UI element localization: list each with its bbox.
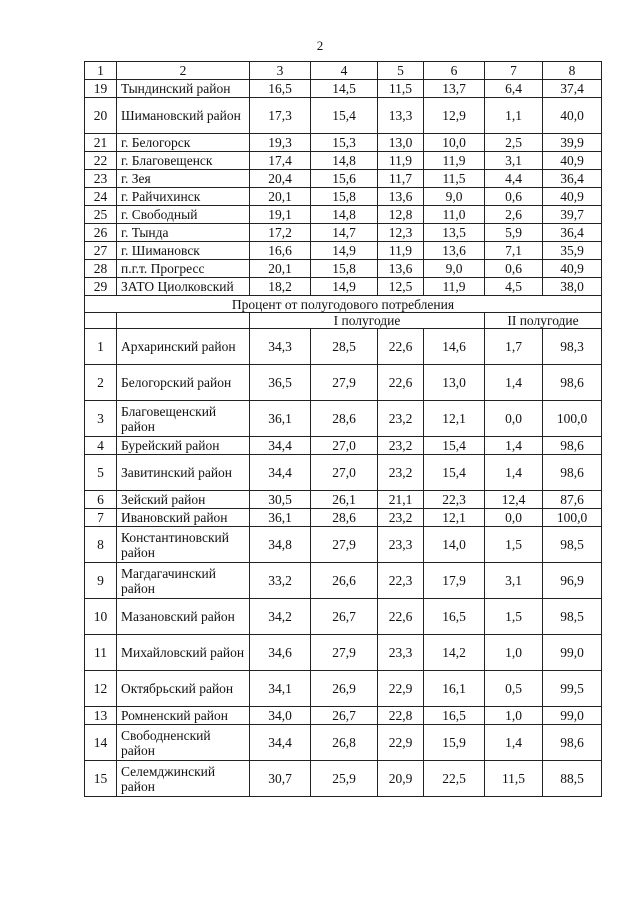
value-cell: 17,4 xyxy=(250,152,311,170)
value-cell: 11,9 xyxy=(424,278,485,296)
half1-label: I полугодие xyxy=(250,313,485,329)
value-cell: 17,9 xyxy=(424,563,485,599)
value-cell: 23,2 xyxy=(378,401,424,437)
table-row xyxy=(85,401,602,437)
value-cell: 22,5 xyxy=(424,761,485,797)
table-row xyxy=(85,224,602,242)
table-row xyxy=(85,761,602,797)
district-name-cell: Зейский район xyxy=(117,491,250,509)
table-row xyxy=(85,206,602,224)
value-cell: 21,1 xyxy=(378,491,424,509)
district-name-cell: Свободненский район xyxy=(117,725,250,761)
value-cell: 34,6 xyxy=(250,635,311,671)
row-number-cell: 21 xyxy=(85,134,117,152)
value-cell: 11,5 xyxy=(378,80,424,98)
value-cell: 1,1 xyxy=(485,98,543,134)
value-cell: 40,9 xyxy=(543,260,602,278)
district-name-cell: г. Белогорск xyxy=(117,134,250,152)
value-cell: 23,3 xyxy=(378,635,424,671)
value-cell: 15,4 xyxy=(311,98,378,134)
section-title: Процент от полугодового потребления xyxy=(85,296,602,313)
value-cell: 27,0 xyxy=(311,437,378,455)
value-cell: 0,6 xyxy=(485,260,543,278)
header-cell: 7 xyxy=(485,62,543,80)
row-number-cell: 23 xyxy=(85,170,117,188)
value-cell: 0,0 xyxy=(485,401,543,437)
value-cell: 27,9 xyxy=(311,635,378,671)
district-name-cell: г. Свободный xyxy=(117,206,250,224)
value-cell: 26,8 xyxy=(311,725,378,761)
value-cell: 7,1 xyxy=(485,242,543,260)
row-number-cell: 7 xyxy=(85,509,117,527)
value-cell: 27,9 xyxy=(311,365,378,401)
value-cell: 11,9 xyxy=(424,152,485,170)
header-cell: 5 xyxy=(378,62,424,80)
value-cell: 12,4 xyxy=(485,491,543,509)
row-number-cell: 27 xyxy=(85,242,117,260)
value-cell: 98,6 xyxy=(543,725,602,761)
value-cell: 33,2 xyxy=(250,563,311,599)
value-cell: 34,4 xyxy=(250,455,311,491)
value-cell: 13,0 xyxy=(378,134,424,152)
district-name-cell: Шимановский район xyxy=(117,98,250,134)
district-name-cell: Магдагачинский район xyxy=(117,563,250,599)
value-cell: 3,1 xyxy=(485,563,543,599)
value-cell: 11,5 xyxy=(424,170,485,188)
value-cell: 26,9 xyxy=(311,671,378,707)
value-cell: 23,3 xyxy=(378,527,424,563)
district-name-cell: г. Тында xyxy=(117,224,250,242)
table-row xyxy=(85,134,602,152)
value-cell: 28,6 xyxy=(311,401,378,437)
value-cell: 36,4 xyxy=(543,170,602,188)
value-cell: 2,6 xyxy=(485,206,543,224)
row-number-cell: 22 xyxy=(85,152,117,170)
row-number-cell: 19 xyxy=(85,80,117,98)
empty-cell xyxy=(117,313,250,329)
district-name-cell: Михайловский район xyxy=(117,635,250,671)
value-cell: 0,6 xyxy=(485,188,543,206)
value-cell: 26,7 xyxy=(311,707,378,725)
section-title-row xyxy=(85,296,602,313)
value-cell: 9,0 xyxy=(424,260,485,278)
value-cell: 14,8 xyxy=(311,152,378,170)
row-number-cell: 9 xyxy=(85,563,117,599)
value-cell: 13,5 xyxy=(424,224,485,242)
value-cell: 16,6 xyxy=(250,242,311,260)
value-cell: 14,9 xyxy=(311,278,378,296)
value-cell: 1,5 xyxy=(485,599,543,635)
row-number-cell: 5 xyxy=(85,455,117,491)
row-number-cell: 4 xyxy=(85,437,117,455)
value-cell: 34,2 xyxy=(250,599,311,635)
district-name-cell: Белогорский район xyxy=(117,365,250,401)
table-row xyxy=(85,80,602,98)
value-cell: 0,5 xyxy=(485,671,543,707)
table-row xyxy=(85,188,602,206)
value-cell: 1,0 xyxy=(485,707,543,725)
value-cell: 11,5 xyxy=(485,761,543,797)
value-cell: 26,6 xyxy=(311,563,378,599)
value-cell: 30,5 xyxy=(250,491,311,509)
value-cell: 10,0 xyxy=(424,134,485,152)
table-row xyxy=(85,365,602,401)
value-cell: 13,0 xyxy=(424,365,485,401)
value-cell: 12,5 xyxy=(378,278,424,296)
value-cell: 37,4 xyxy=(543,80,602,98)
value-cell: 30,7 xyxy=(250,761,311,797)
value-cell: 12,1 xyxy=(424,401,485,437)
district-name-cell: г. Благовещенск xyxy=(117,152,250,170)
header-cell: 1 xyxy=(85,62,117,80)
district-name-cell: Селемджинский район xyxy=(117,761,250,797)
value-cell: 22,9 xyxy=(378,671,424,707)
value-cell: 15,4 xyxy=(424,437,485,455)
value-cell: 14,7 xyxy=(311,224,378,242)
table-row xyxy=(85,671,602,707)
value-cell: 14,6 xyxy=(424,329,485,365)
value-cell: 99,0 xyxy=(543,635,602,671)
value-cell: 34,4 xyxy=(250,725,311,761)
value-cell: 19,1 xyxy=(250,206,311,224)
value-cell: 1,4 xyxy=(485,365,543,401)
table-row xyxy=(85,707,602,725)
value-cell: 11,9 xyxy=(378,152,424,170)
value-cell: 17,2 xyxy=(250,224,311,242)
page-number: 2 xyxy=(316,38,324,53)
value-cell: 9,0 xyxy=(424,188,485,206)
value-cell: 98,5 xyxy=(543,527,602,563)
value-cell: 6,4 xyxy=(485,80,543,98)
district-name-cell: г. Райчихинск xyxy=(117,188,250,206)
value-cell: 98,6 xyxy=(543,365,602,401)
value-cell: 20,1 xyxy=(250,188,311,206)
value-cell: 34,4 xyxy=(250,437,311,455)
district-name-cell: ЗАТО Циолковский xyxy=(117,278,250,296)
value-cell: 39,9 xyxy=(543,134,602,152)
table-row xyxy=(85,455,602,491)
value-cell: 11,7 xyxy=(378,170,424,188)
value-cell: 4,5 xyxy=(485,278,543,296)
value-cell: 26,1 xyxy=(311,491,378,509)
row-number-cell: 20 xyxy=(85,98,117,134)
row-number-cell: 12 xyxy=(85,671,117,707)
value-cell: 12,9 xyxy=(424,98,485,134)
value-cell: 100,0 xyxy=(543,509,602,527)
value-cell: 13,7 xyxy=(424,80,485,98)
value-cell: 100,0 xyxy=(543,401,602,437)
value-cell: 1,7 xyxy=(485,329,543,365)
value-cell: 14,8 xyxy=(311,206,378,224)
value-cell: 11,0 xyxy=(424,206,485,224)
row-number-cell: 14 xyxy=(85,725,117,761)
row-number-cell: 2 xyxy=(85,365,117,401)
value-cell: 34,0 xyxy=(250,707,311,725)
header-cell: 2 xyxy=(117,62,250,80)
value-cell: 87,6 xyxy=(543,491,602,509)
value-cell: 88,5 xyxy=(543,761,602,797)
district-name-cell: Бурейский район xyxy=(117,437,250,455)
value-cell: 16,1 xyxy=(424,671,485,707)
half-year-row xyxy=(85,313,602,329)
value-cell: 1,4 xyxy=(485,455,543,491)
value-cell: 22,6 xyxy=(378,365,424,401)
value-cell: 13,6 xyxy=(378,188,424,206)
value-cell: 23,2 xyxy=(378,437,424,455)
table-row xyxy=(85,635,602,671)
value-cell: 25,9 xyxy=(311,761,378,797)
header-cell: 8 xyxy=(543,62,602,80)
value-cell: 15,3 xyxy=(311,134,378,152)
row-number-cell: 3 xyxy=(85,401,117,437)
row-number-cell: 10 xyxy=(85,599,117,635)
value-cell: 13,6 xyxy=(378,260,424,278)
row-number-cell: 24 xyxy=(85,188,117,206)
row-number-cell: 1 xyxy=(85,329,117,365)
value-cell: 36,5 xyxy=(250,365,311,401)
value-cell: 39,7 xyxy=(543,206,602,224)
value-cell: 12,8 xyxy=(378,206,424,224)
value-cell: 19,3 xyxy=(250,134,311,152)
value-cell: 15,6 xyxy=(311,170,378,188)
value-cell: 22,6 xyxy=(378,329,424,365)
table-row xyxy=(85,509,602,527)
value-cell: 17,3 xyxy=(250,98,311,134)
header-cell: 4 xyxy=(311,62,378,80)
value-cell: 96,9 xyxy=(543,563,602,599)
value-cell: 36,1 xyxy=(250,509,311,527)
value-cell: 40,0 xyxy=(543,98,602,134)
value-cell: 14,9 xyxy=(311,242,378,260)
value-cell: 34,1 xyxy=(250,671,311,707)
district-name-cell: Тындинский район xyxy=(117,80,250,98)
value-cell: 3,1 xyxy=(485,152,543,170)
value-cell: 22,6 xyxy=(378,599,424,635)
row-number-cell: 29 xyxy=(85,278,117,296)
value-cell: 14,0 xyxy=(424,527,485,563)
value-cell: 14,2 xyxy=(424,635,485,671)
header-cell: 6 xyxy=(424,62,485,80)
value-cell: 16,5 xyxy=(424,707,485,725)
value-cell: 98,5 xyxy=(543,599,602,635)
table-row xyxy=(85,98,602,134)
district-name-cell: г. Шимановск xyxy=(117,242,250,260)
value-cell: 38,0 xyxy=(543,278,602,296)
value-cell: 16,5 xyxy=(424,599,485,635)
value-cell: 22,8 xyxy=(378,707,424,725)
row-number-cell: 13 xyxy=(85,707,117,725)
row-number-cell: 8 xyxy=(85,527,117,563)
value-cell: 16,5 xyxy=(250,80,311,98)
value-cell: 12,3 xyxy=(378,224,424,242)
value-cell: 28,6 xyxy=(311,509,378,527)
value-cell: 27,9 xyxy=(311,527,378,563)
district-name-cell: Ивановский район xyxy=(117,509,250,527)
value-cell: 34,3 xyxy=(250,329,311,365)
value-cell: 1,5 xyxy=(485,527,543,563)
value-cell: 12,1 xyxy=(424,509,485,527)
value-cell: 36,4 xyxy=(543,224,602,242)
half2-label: II полугодие xyxy=(485,313,602,329)
value-cell: 15,8 xyxy=(311,260,378,278)
value-cell: 1,4 xyxy=(485,725,543,761)
value-cell: 13,3 xyxy=(378,98,424,134)
value-cell: 1,0 xyxy=(485,635,543,671)
table-row xyxy=(85,437,602,455)
district-name-cell: г. Зея xyxy=(117,170,250,188)
table-row xyxy=(85,260,602,278)
district-name-cell: Константиновский район xyxy=(117,527,250,563)
row-number-cell: 6 xyxy=(85,491,117,509)
district-name-cell: Мазановский район xyxy=(117,599,250,635)
value-cell: 4,4 xyxy=(485,170,543,188)
value-cell: 22,3 xyxy=(424,491,485,509)
value-cell: 35,9 xyxy=(543,242,602,260)
consumption-table xyxy=(84,61,602,797)
table-row xyxy=(85,725,602,761)
row-number-cell: 25 xyxy=(85,206,117,224)
district-name-cell: п.г.т. Прогресс xyxy=(117,260,250,278)
value-cell: 18,2 xyxy=(250,278,311,296)
value-cell: 22,9 xyxy=(378,725,424,761)
value-cell: 40,9 xyxy=(543,188,602,206)
value-cell: 15,8 xyxy=(311,188,378,206)
district-name-cell: Благовещенский район xyxy=(117,401,250,437)
table-row xyxy=(85,491,602,509)
value-cell: 5,9 xyxy=(485,224,543,242)
district-name-cell: Октябрьский район xyxy=(117,671,250,707)
value-cell: 20,1 xyxy=(250,260,311,278)
value-cell: 15,4 xyxy=(424,455,485,491)
district-name-cell: Архаринский район xyxy=(117,329,250,365)
value-cell: 36,1 xyxy=(250,401,311,437)
value-cell: 99,0 xyxy=(543,707,602,725)
row-number-cell: 28 xyxy=(85,260,117,278)
value-cell: 99,5 xyxy=(543,671,602,707)
table-row xyxy=(85,152,602,170)
value-cell: 14,5 xyxy=(311,80,378,98)
table-row xyxy=(85,278,602,296)
value-cell: 40,9 xyxy=(543,152,602,170)
value-cell: 13,6 xyxy=(424,242,485,260)
value-cell: 20,4 xyxy=(250,170,311,188)
value-cell: 28,5 xyxy=(311,329,378,365)
value-cell: 2,5 xyxy=(485,134,543,152)
value-cell: 98,6 xyxy=(543,437,602,455)
table-row xyxy=(85,242,602,260)
value-cell: 98,6 xyxy=(543,455,602,491)
column-number-row xyxy=(85,62,602,80)
header-cell: 3 xyxy=(250,62,311,80)
table-row xyxy=(85,563,602,599)
district-name-cell: Завитинский район xyxy=(117,455,250,491)
row-number-cell: 15 xyxy=(85,761,117,797)
value-cell: 20,9 xyxy=(378,761,424,797)
value-cell: 23,2 xyxy=(378,455,424,491)
value-cell: 15,9 xyxy=(424,725,485,761)
empty-cell xyxy=(85,313,117,329)
table-row xyxy=(85,329,602,365)
value-cell: 0,0 xyxy=(485,509,543,527)
value-cell: 98,3 xyxy=(543,329,602,365)
district-name-cell: Ромненский район xyxy=(117,707,250,725)
value-cell: 34,8 xyxy=(250,527,311,563)
value-cell: 26,7 xyxy=(311,599,378,635)
table-row xyxy=(85,599,602,635)
value-cell: 1,4 xyxy=(485,437,543,455)
value-cell: 23,2 xyxy=(378,509,424,527)
value-cell: 22,3 xyxy=(378,563,424,599)
value-cell: 11,9 xyxy=(378,242,424,260)
value-cell: 27,0 xyxy=(311,455,378,491)
table-row xyxy=(85,527,602,563)
table-row xyxy=(85,170,602,188)
row-number-cell: 26 xyxy=(85,224,117,242)
row-number-cell: 11 xyxy=(85,635,117,671)
